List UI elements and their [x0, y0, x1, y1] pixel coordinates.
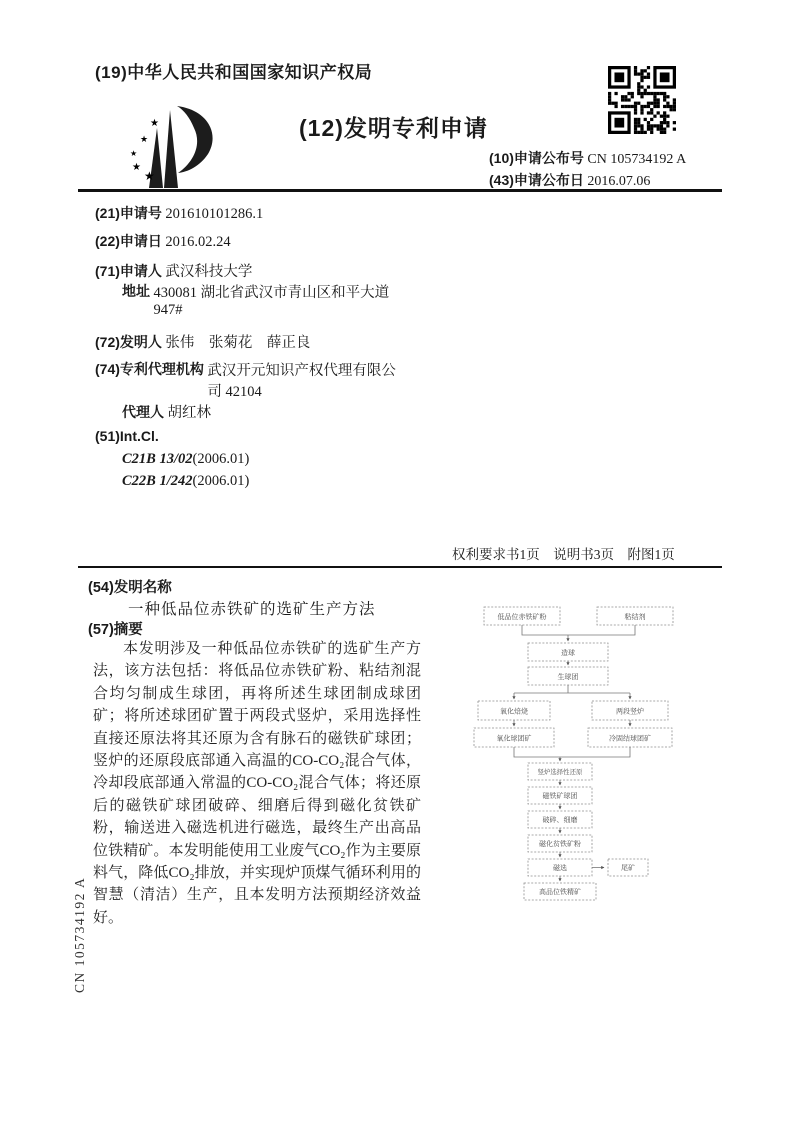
flow-node-raw-ore: 低品位赤铁矿粉 — [497, 614, 547, 621]
pages-info: 权利要求书1页 说明书3页 附图1页 — [452, 547, 675, 562]
agent-row — [122, 401, 211, 422]
inventors-row — [95, 331, 310, 352]
address-row — [122, 281, 409, 319]
intcl-entry-1 — [122, 451, 249, 468]
pub-date-label: (43)申请公布日 — [489, 172, 584, 188]
flow-node-green-pellets: 生球团 — [557, 674, 579, 681]
inventors-label: (72)发明人 — [95, 334, 162, 350]
intcl-year-1: (2006.01) — [192, 451, 250, 467]
flow-merge-line — [514, 747, 630, 757]
publication-number-row — [489, 148, 686, 168]
application-date-row — [95, 231, 231, 251]
flow-node-cold-bonded-pellets: 冷固结球团矿 — [609, 735, 651, 743]
agency-value: 武汉开元知识产权代理有限公司 42104 — [207, 363, 396, 400]
agency-label: (74)专利代理机构 — [95, 361, 204, 377]
inventors-value: 张伟 张菊花 薛正良 — [165, 335, 311, 351]
applicant-value: 武汉科技大学 — [165, 264, 253, 280]
intcl-row — [95, 428, 159, 446]
intcl-class-2: C22B 1/242 — [122, 473, 193, 489]
application-number-row — [95, 203, 263, 223]
qr-code — [608, 66, 676, 134]
section-divider-rule — [78, 566, 722, 568]
process-flowchart — [472, 601, 704, 913]
applicant-row — [95, 260, 252, 281]
app-number-value: 201610101286.1 — [165, 206, 264, 222]
sipo-logo — [120, 100, 224, 192]
pub-number-label: (10)申请公布号 — [489, 150, 584, 166]
star-icon: ★ — [132, 162, 141, 173]
doc-type-title: (12)发明专利申请 — [299, 115, 488, 141]
flow-node-magnetite-pellets: 磁铁矿球团 — [542, 793, 578, 800]
intcl-class-1: C21B 13/02 — [122, 451, 193, 467]
star-icon: ★ — [144, 169, 155, 183]
intcl-label: (51)Int.Cl. — [95, 428, 159, 444]
flow-node-two-stage-furnace: 两段竖炉 — [616, 708, 644, 716]
flow-node-binder: 粘结剂 — [624, 614, 646, 621]
app-date-label: (22)申请日 — [95, 233, 162, 249]
flow-node-lean-powder: 磁化贫铁矿粉 — [539, 841, 581, 848]
agency-row — [95, 359, 399, 401]
header-divider-rule — [78, 189, 722, 192]
star-icon: ★ — [140, 134, 149, 144]
intcl-entry-2 — [122, 473, 249, 490]
applicant-label: (71)申请人 — [95, 263, 162, 279]
intcl-year-2: (2006.01) — [192, 473, 250, 489]
agent-value: 胡红林 — [167, 405, 211, 421]
agent-label: 代理人 — [122, 404, 164, 420]
patent-office-name: (19)中华人民共和国国家知识产权局 — [95, 63, 373, 82]
flow-node-crushing: 破碎、细磨 — [542, 817, 578, 824]
flow-node-selective-reduction: 竖炉选择性还原 — [537, 769, 583, 776]
star-icon: ★ — [130, 149, 138, 158]
invention-title: 一种低品位赤铁矿的选矿生产方法 — [128, 601, 376, 618]
pub-number-value: CN 105734192 A — [587, 152, 687, 167]
flow-node-balling: 造球 — [561, 650, 575, 657]
invention-title-label: (54)发明名称 — [88, 580, 172, 596]
publication-date-row — [489, 170, 650, 190]
address-value: 430081 湖北省武汉市青山区和平大道947# — [153, 285, 390, 318]
flow-node-tailings: 尾矿 — [621, 865, 635, 872]
side-publication-code: CN 105734192 A — [72, 876, 87, 993]
app-date-value: 2016.02.24 — [165, 234, 231, 250]
flow-node-oxidize-roast: 氧化焙烧 — [500, 708, 528, 716]
abstract-text: 本发明涉及一种低品位赤铁矿的选矿生产方法，该方法包括：将低品位赤铁矿粉、粘结剂混合均匀制成生球团，再将所述生球团制成球团矿；将所述球团矿置于两段式竖炉，采用选择性直接还原法将其还原为含有脉石的磁铁矿球团；竖炉的还原段底部通入高温的CO-CO₂混合气体，冷却段底部通入常温的CO-CO₂混合气体；将还原后的磁铁矿球团破碎、细磨后得到磁化贫铁矿粉，输送进入磁选机进行磁选，最终生产出高品位铁精矿。本发明能使用工业废气CO₂作为主要原料气，降低CO₂排放，并实现炉顶煤气循环利用的智慧（清洁）生产，且本发明方法预期经济效益好。 — [93, 641, 421, 926]
app-number-label: (21)申请号 — [95, 205, 162, 221]
flow-node-oxide-pellets: 氧化球团矿 — [496, 735, 532, 743]
pub-date-value: 2016.07.06 — [587, 174, 651, 189]
abstract-label: (57)摘要 — [88, 622, 143, 638]
flow-merge-line — [522, 625, 635, 635]
star-icon: ★ — [150, 118, 159, 129]
flow-node-concentrate: 高品位铁精矿 — [539, 889, 581, 896]
address-label: 地址 — [122, 283, 150, 299]
flow-node-mag-separation: 磁选 — [553, 865, 567, 872]
